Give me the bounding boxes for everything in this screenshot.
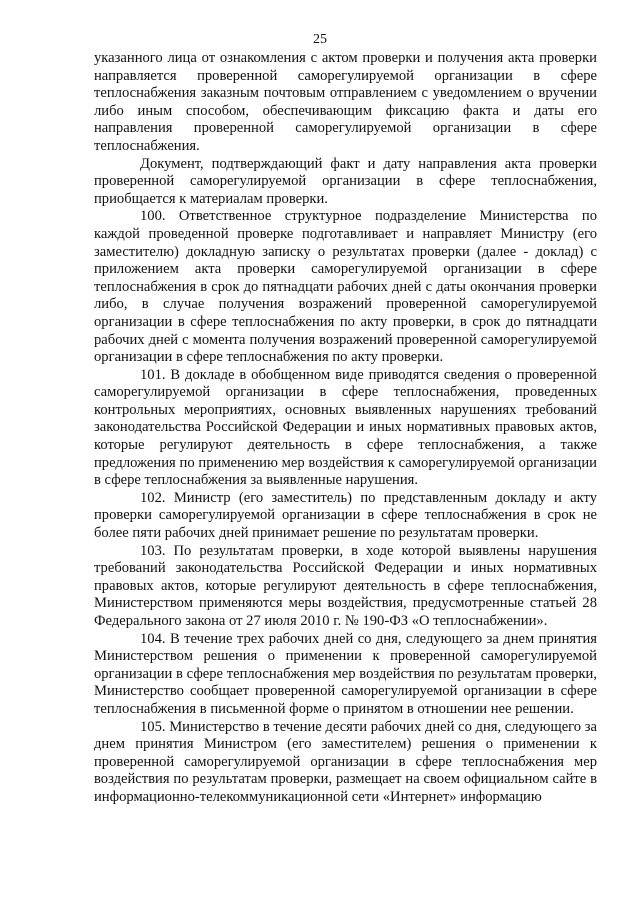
paragraph-103: 103. По результатам проверки, в ходе которой выявлены нарушения требований законодательства Российской Федерации и иных нормативных правовых актов, которые регулируют деятельность в сфере теплоснабжения, Министерством применяются меры воздействия, предусмотренные статьей 28 Федерального закона от 27 июля 2010 г. № 190-ФЗ «О теплоснабжении».	[94, 542, 597, 629]
paragraph-continuation: указанного лица от ознакомления с актом проверки и получения акта проверки направляется проверенной саморегулируемой организации в сфере теплоснабжения заказным почтовым отправлением с уведомлением о вручении либо иным способом, обеспечивающим фиксацию факта и даты его направления проверенной саморегулируемой организации в сфере теплоснабжения.	[94, 50, 597, 154]
paragraph-102: 102. Министр (его заместитель) по представленным докладу и акту проверки саморегулируемой организации в сфере теплоснабжения в срок не более пяти рабочих дней принимает решение по результатам проверки.	[94, 489, 597, 542]
paragraph-document-attachment: Документ, подтверждающий факт и дату направления акта проверки проверенной саморегулируемой организации в сфере теплоснабжения, приобщается к материалам проверки.	[94, 155, 597, 207]
paragraph-105: 105. Министерство в течение десяти рабочих дней со дня, следующего за днем принятия Министром (его заместителем) решения о применении к проверенной саморегулируемой организации в сфере теплоснабжения мер воздействия по результатам проверки, размещает на своем официальном сайте в информационно-телекоммуникационной сети «Интернет» информацию	[94, 718, 597, 805]
paragraph-101: 101. В докладе в обобщенном виде приводятся сведения о проверенной саморегулируемой организации в сфере теплоснабжения, проведенных контрольных мероприятиях, основных выявленных нарушениях требований законодательства Российской Федерации и иных нормативных правовых актов, которые регулируют деятельность в сфере теплоснабжения, а также предложения по применению мер воздействия к саморегулируемой организации в сфере теплоснабжения за выявленные нарушения.	[94, 366, 597, 489]
document-body	[94, 50, 597, 807]
paragraph-100: 100. Ответственное структурное подразделение Министерства по каждой проведенной проверке подготавливает и направляет Министру (его заместителю) докладную записку о результатах проверки (далее - доклад) с приложением акта проверки саморегулируемой организации в сфере теплоснабжения в срок до пятнадцати рабочих дней с даты окончания проверки либо, в случае получения возражений проверенной саморегулируемой организации в сфере теплоснабжения по акту проверки, в срок до пятнадцати рабочих дней с момента получения возражений проверенной саморегулируемой организации в сфере теплоснабжения по акту проверки.	[94, 208, 597, 366]
paragraph-104: 104. В течение трех рабочих дней со дня, следующего за днем принятия Министерством решения о применении к проверенной саморегулируемой организации в сфере теплоснабжения мер воздействия по результатам проверки, Министерство сообщает проверенной саморегулируемой организации в сфере теплоснабжения в письменной форме о принятом в отношении нее решении.	[94, 630, 597, 717]
page-number: 25	[313, 32, 327, 47]
